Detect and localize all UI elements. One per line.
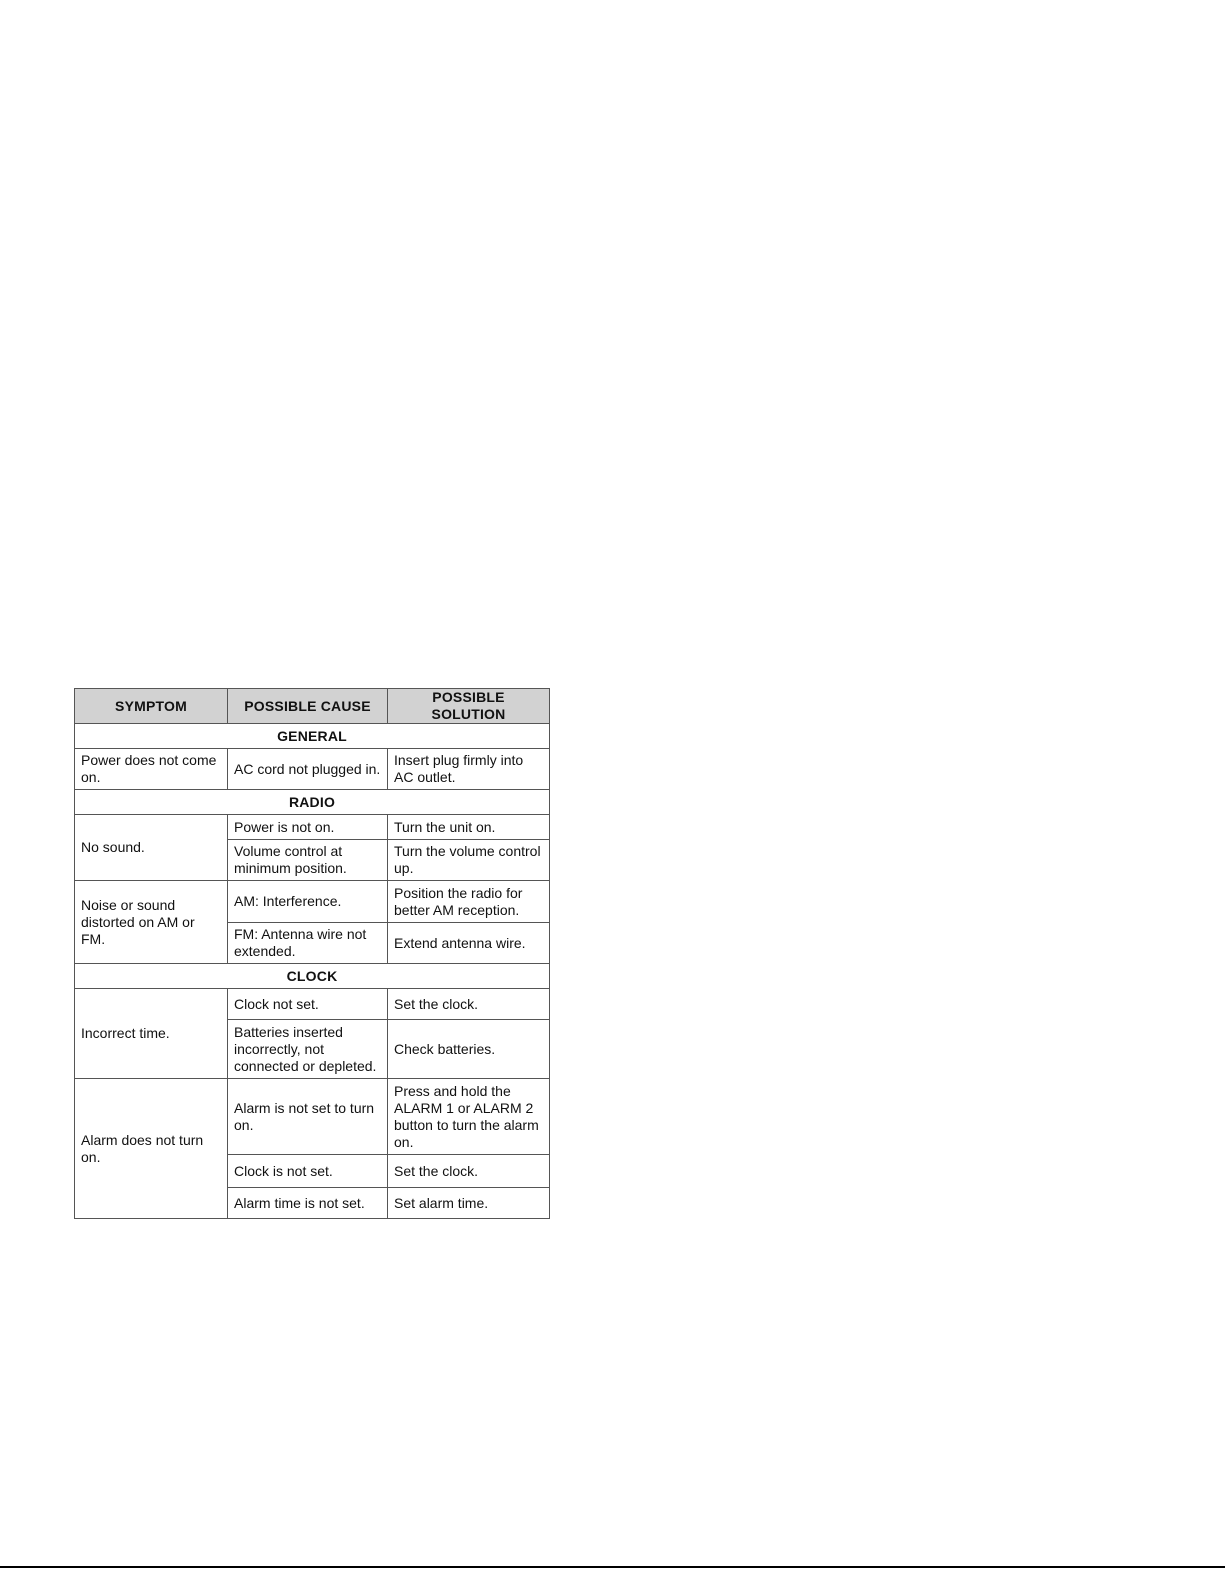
table-row	[75, 989, 550, 1020]
symptom-cell: Noise or sound distorted on AM or FM.	[75, 881, 228, 964]
header-symptom: SYMPTOM	[75, 689, 228, 724]
symptom-cell: No sound.	[75, 815, 228, 881]
section-title: RADIO	[75, 790, 550, 815]
cause-cell: AC cord not plugged in.	[228, 749, 388, 790]
solution-cell: Press and hold the ALARM 1 or ALARM 2 button to turn the alarm on.	[388, 1079, 550, 1155]
cause-cell: Power is not on.	[228, 815, 388, 840]
solution-cell: Position the radio for better AM reception.	[388, 881, 550, 923]
solution-cell: Check batteries.	[388, 1020, 550, 1079]
section-row-clock	[75, 964, 550, 989]
symptom-cell: Alarm does not turn on.	[75, 1079, 228, 1219]
section-row-radio	[75, 790, 550, 815]
solution-cell: Set alarm time.	[388, 1188, 550, 1219]
solution-cell: Turn the unit on.	[388, 815, 550, 840]
cause-cell: Clock is not set.	[228, 1155, 388, 1188]
page-bottom-rule	[0, 1566, 1225, 1568]
cause-cell: Alarm time is not set.	[228, 1188, 388, 1219]
cause-cell: Alarm is not set to turn on.	[228, 1079, 388, 1155]
table-row	[75, 881, 550, 923]
table-row	[75, 1079, 550, 1155]
troubleshooting-table	[74, 688, 550, 1219]
section-row-general	[75, 724, 550, 749]
cause-cell: Clock not set.	[228, 989, 388, 1020]
cause-cell: Volume control at minimum position.	[228, 840, 388, 881]
cause-cell: AM: Interference.	[228, 881, 388, 923]
symptom-cell: Incorrect time.	[75, 989, 228, 1079]
section-title: CLOCK	[75, 964, 550, 989]
table-row	[75, 749, 550, 790]
cause-cell: FM: Antenna wire not extended.	[228, 923, 388, 964]
header-possible-solution: POSSIBLE SOLUTION	[388, 689, 550, 724]
solution-cell: Insert plug firmly into AC outlet.	[388, 749, 550, 790]
table-row	[75, 815, 550, 840]
table-header-row	[75, 689, 550, 724]
solution-cell: Set the clock.	[388, 1155, 550, 1188]
solution-cell: Extend antenna wire.	[388, 923, 550, 964]
solution-cell: Turn the volume control up.	[388, 840, 550, 881]
section-title: GENERAL	[75, 724, 550, 749]
header-possible-cause: POSSIBLE CAUSE	[228, 689, 388, 724]
cause-cell: Batteries inserted incorrectly, not connected or depleted.	[228, 1020, 388, 1079]
solution-cell: Set the clock.	[388, 989, 550, 1020]
symptom-cell: Power does not come on.	[75, 749, 228, 790]
